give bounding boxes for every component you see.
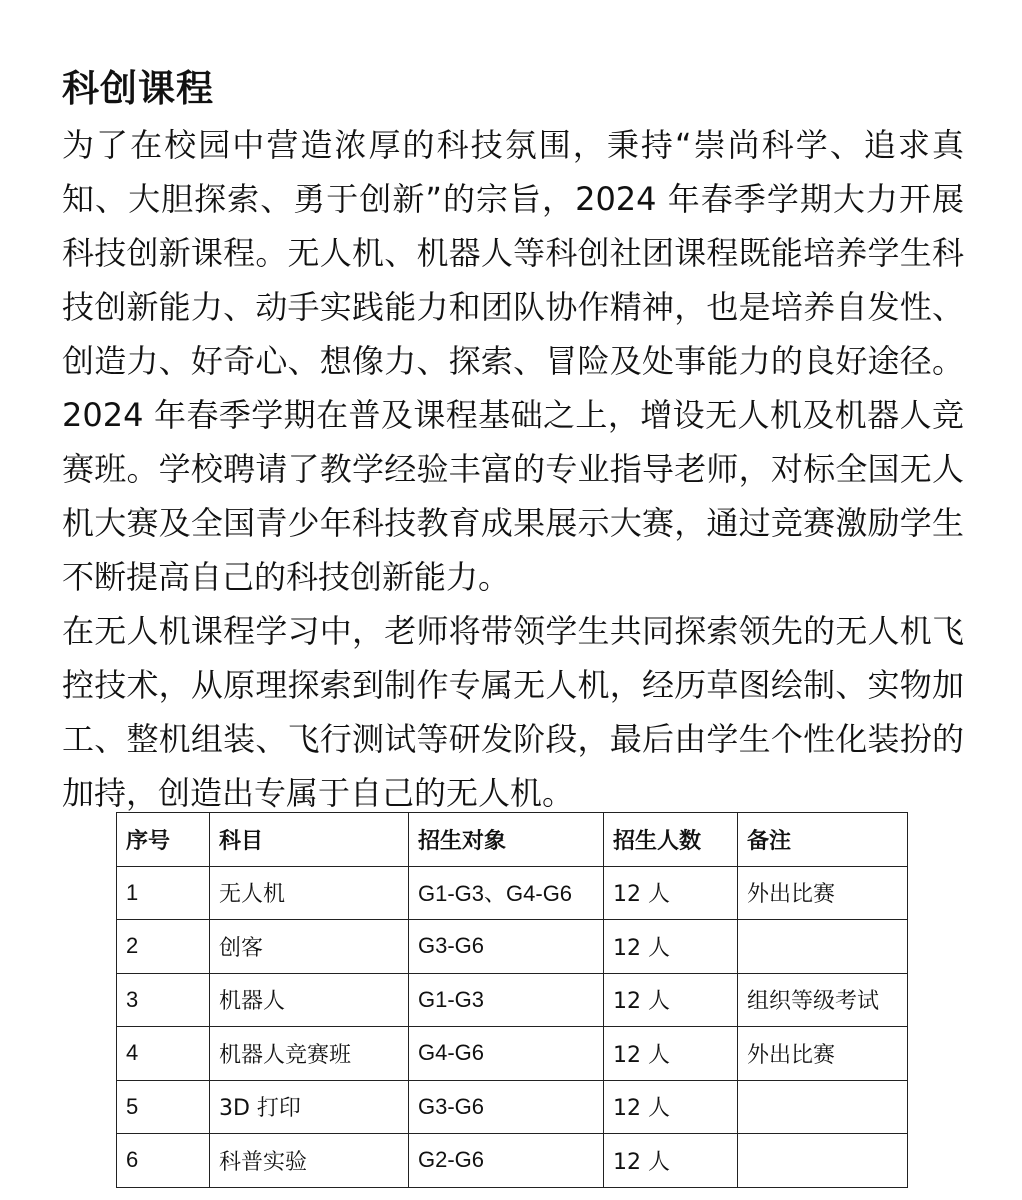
table-row	[117, 1080, 908, 1134]
cell-subject: 科普实验	[210, 1134, 409, 1188]
body-text	[62, 118, 964, 820]
cell-enrollment: 12 人	[604, 866, 738, 920]
cell-subject: 创客	[210, 920, 409, 974]
cell-subject: 3D 打印	[210, 1080, 409, 1134]
header-remarks: 备注	[738, 813, 908, 867]
cell-target: G1-G3	[409, 973, 604, 1027]
paragraph-drone-course: 在无人机课程学习中，老师将带领学生共同探索领先的无人机飞控技术，从原理探索到制作专属无人机，经历草图绘制、实物加工、整机组装、飞行测试等研发阶段，最后由学生个性化装扮的加持，创造出专属于自己的无人机。	[62, 612, 964, 812]
cell-enrollment: 12 人	[604, 920, 738, 974]
cell-remarks: 外出比赛	[738, 866, 908, 920]
cell-target: G3-G6	[409, 1080, 604, 1134]
cell-enrollment: 12 人	[604, 1080, 738, 1134]
cell-index: 5	[117, 1080, 210, 1134]
table-header-row	[117, 813, 908, 867]
cell-subject: 机器人竞赛班	[210, 1027, 409, 1081]
cell-index: 3	[117, 973, 210, 1027]
paragraph-intro: 为了在校园中营造浓厚的科技氛围，秉持“崇尚科学、追求真知、大胆探索、勇于创新”的宗旨，2024 年春季学期大力开展科技创新课程。无人机、机器人等科创社团课程既能培养学生科技创新能力、动手实践能力和团队协作精神，也是培养自发性、创造力、好奇心、想像力、探索、冒险及处事能力的良好途径。2024 年春季学期在普及课程基础之上，增设无人机及机器人竞赛班。学校聘请了教学经验丰富的专业指导老师，对标全国无人机大赛及全国青少年科技教育成果展示大赛，通过竞赛激励学生不断提高自己的科技创新能力。	[62, 126, 964, 596]
cell-remarks	[738, 920, 908, 974]
table-row	[117, 866, 908, 920]
cell-target: G2-G6	[409, 1134, 604, 1188]
header-enrollment: 招生人数	[604, 813, 738, 867]
table-row	[117, 920, 908, 974]
cell-remarks	[738, 1134, 908, 1188]
cell-enrollment: 12 人	[604, 1027, 738, 1081]
cell-enrollment: 12 人	[604, 973, 738, 1027]
cell-target: G1-G3、G4-G6	[409, 866, 604, 920]
course-table	[116, 812, 908, 1188]
cell-remarks	[738, 1080, 908, 1134]
cell-enrollment: 12 人	[604, 1134, 738, 1188]
header-target: 招生对象	[409, 813, 604, 867]
cell-target: G4-G6	[409, 1027, 604, 1081]
cell-remarks: 组织等级考试	[738, 973, 908, 1027]
cell-subject: 机器人	[210, 973, 409, 1027]
cell-remarks: 外出比赛	[738, 1027, 908, 1081]
cell-index: 4	[117, 1027, 210, 1081]
table-row	[117, 1134, 908, 1188]
cell-index: 6	[117, 1134, 210, 1188]
cell-subject: 无人机	[210, 866, 409, 920]
table-row	[117, 973, 908, 1027]
cell-index: 1	[117, 866, 210, 920]
header-subject: 科目	[210, 813, 409, 867]
table-row	[117, 1027, 908, 1081]
header-index: 序号	[117, 813, 210, 867]
cell-index: 2	[117, 920, 210, 974]
page-title: 科创课程	[62, 67, 214, 110]
cell-target: G3-G6	[409, 920, 604, 974]
